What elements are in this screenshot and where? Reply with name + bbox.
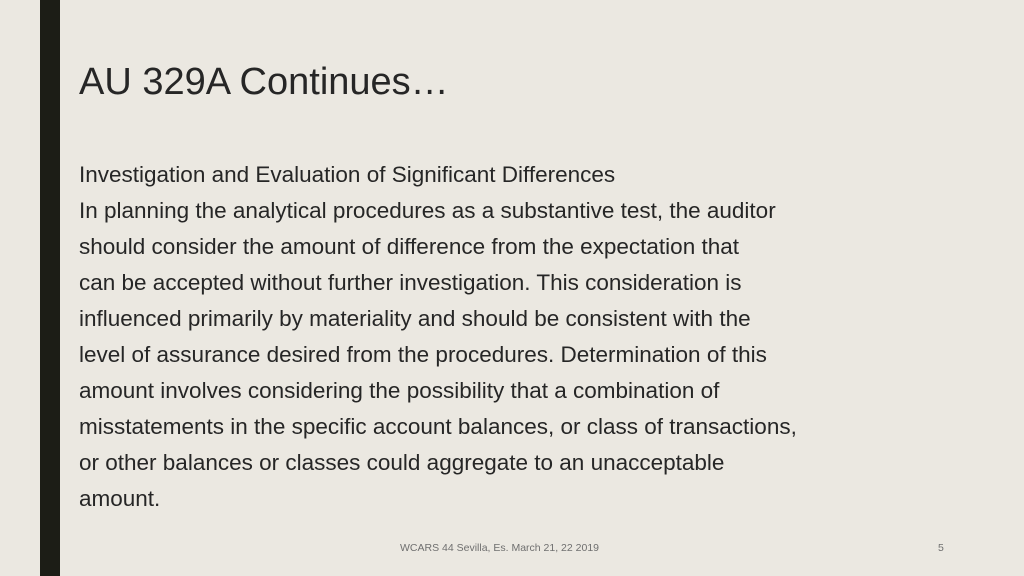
body-line-1: In planning the analytical procedures as a substantive test, the auditor (79, 198, 776, 223)
slide-title: AU 329A Continues… (79, 61, 449, 103)
footer-text: WCARS 44 Sevilla, Es. March 21, 22 2019 (400, 542, 600, 554)
body-line-2: should consider the amount of difference from the expectation that (79, 234, 739, 259)
accent-bar (40, 0, 60, 576)
body-line-6: amount involves considering the possibility that a combination of (79, 378, 720, 403)
body-line-7: misstatements in the specific account balances, or class of transactions, (79, 414, 797, 439)
body-line-4: influenced primarily by materiality and should be consistent with the (79, 306, 751, 331)
body-line-5: level of assurance desired from the procedures. Determination of this (79, 342, 767, 367)
section-heading: Investigation and Evaluation of Significant Differences (79, 162, 616, 187)
body-line-8: or other balances or classes could aggregate to an unacceptable (79, 450, 725, 475)
slide-content (79, 157, 979, 517)
body-line-9: amount. (79, 486, 161, 511)
page-number: 5 (938, 542, 944, 554)
body-line-3: can be accepted without further investigation. This consideration is (79, 270, 742, 295)
